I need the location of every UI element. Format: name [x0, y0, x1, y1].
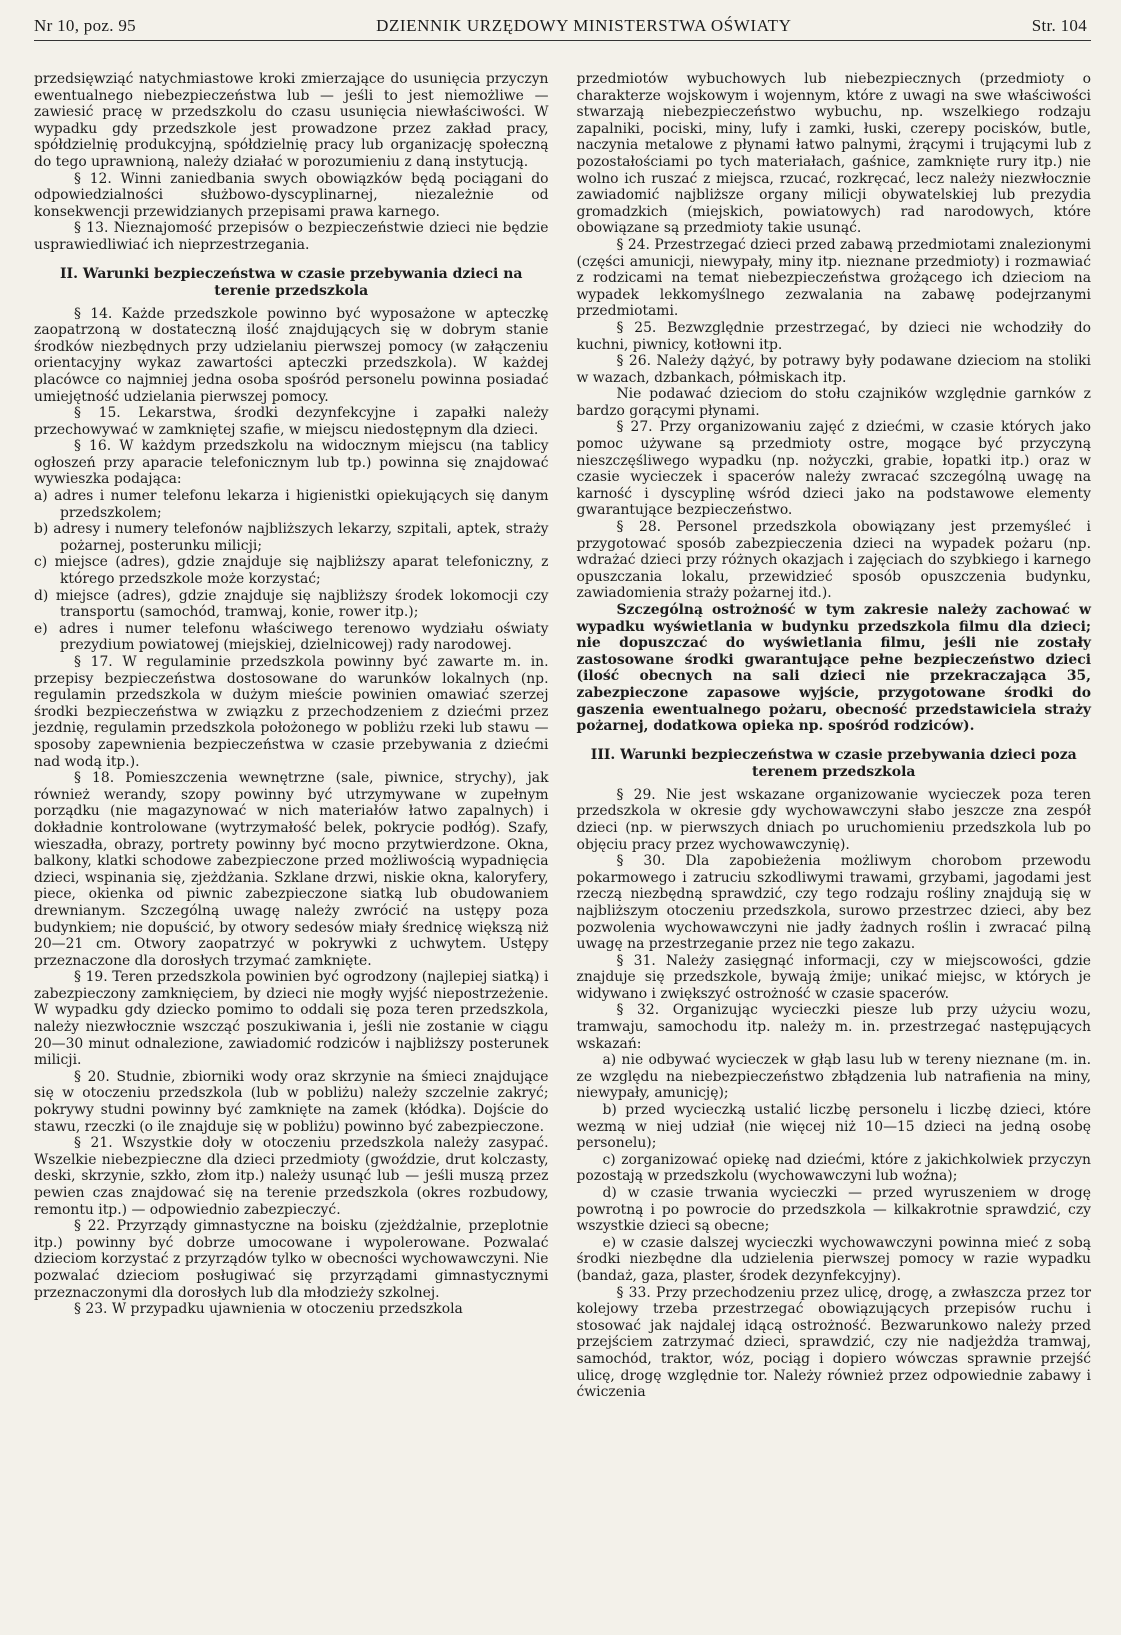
paragraph: § 20. Studnie, zbiorniki wody oraz skrzynie na śmieci znajdujące się w otoczeniu przedszkola (lub w pobliżu) należy szczelnie zakryć; pokrywy studni powinny być zamknięte na zamek (kłódka). Dojście do stawu, rzeczki (o ile znajduje się w pobliżu) powinno być zabezpieczone. — [34, 1068, 549, 1135]
list-item: c) zorganizować opiekę nad dziećmi, które z jakichkolwiek przyczyn pozostają w przedszkolu (wychowawczyni lub woźna); — [576, 1151, 1091, 1185]
paragraph: § 27. Przy organizowaniu zajęć z dziećmi, w czasie których jako pomoc używane są przedmioty ostre, mogące być przyczyną nieszczęśliwego wypadku (np. nożyczki, grabie, łopatki itp.) oraz w czasie wycieczek i spacerów należy zwracać szczególną uwagę na karność i dyscyplinę wśród dzieci jako na podstawowe elementy gwarantujące bezpieczeństwo. — [576, 419, 1091, 519]
list-item: c) miejsce (adres), gdzie znajduje się najbliższy aparat telefoniczny, z którego przedszkole może korzystać; — [34, 554, 549, 588]
paragraph: Nie podawać dzieciom do stołu czajników względnie garnków z bardzo gorącymi płynami. — [576, 386, 1091, 419]
list-item: b) przed wycieczką ustalić liczbę personelu i liczbę dzieci, które wezmą w niej udział (nie więcej niż 10—15 dzieci na jedną osobę personelu); — [576, 1102, 1091, 1152]
list-item: a) nie odbywać wycieczek w głąb lasu lub w tereny nieznane (m. in. ze względu na niebezpieczeństwo zbłądzenia lub natrafienia na miny, niewypały, amunicję); — [576, 1052, 1091, 1102]
paragraph: § 15. Lekarstwa, środki dezynfekcyjne i zapałki należy przechowywać w zamkniętej szafie, w miejscu niedostępnym dla dzieci. — [34, 405, 549, 438]
page-number: Str. 104 — [1031, 16, 1087, 35]
paragraph: § 28. Personel przedszkola obowiązany jest przemyśleć i przygotować sposób zabezpieczenia dzieci na wypadek pożaru (np. wdrażać dzieci przy różnych okazjach i zajęciach do szybkiego i karnego opuszczania lokalu, przewidzieć sposób opuszczenia budynku, zawiadomienia straży pożarnej itd.). — [576, 519, 1091, 602]
paragraph: § 19. Teren przedszkola powinien być ogrodzony (najlepiej siatką) i zabezpieczony zamknięciem, by dzieci nie mogły wyjść niepostrzeżenie. W wypadku gdy dziecko pomimo to oddali się poza teren przedszkola, należy niezwłocznie wszcząć poszukiwania i, jeśli nie zostanie w ciągu 20—30 minut odnalezione, zawiadomić rodziców i najbliższy posterunek milicji. — [34, 969, 549, 1069]
paragraph: § 14. Każde przedszkole powinno być wyposażone w apteczkę zaopatrzoną w dostateczną ilość znajdujących się w dobrym stanie środków niezbędnych przy udzielaniu pierwszej pomocy (w załączeniu orientacyjny wykaz zawartości apteczki przedszkola). W każdej placówce co najmniej jedna osoba spośród personelu powinna posiadać umiejętność udzielania pierwszej pomocy. — [34, 305, 549, 405]
list-item: d) miejsce (adres), gdzie znajduje się najbliższy środek lokomocji czy transportu (samochód, tramwaj, konie, rower itp.); — [34, 587, 549, 621]
list-item: d) w czasie trwania wycieczki — przed wyruszeniem w drogę powrotną i po powrocie do przedszkola — kilkakrotnie sprawdzić, czy wszystkie dzieci są obecne; — [576, 1185, 1091, 1235]
list-item: b) adresy i numery telefonów najbliższych lekarzy, szpitali, aptek, straży pożarnej, posterunku milicji; — [34, 521, 549, 554]
journal-title: DZIENNIK URZĘDOWY MINISTERSTWA OŚWIATY — [376, 16, 792, 35]
list-item: e) adres i numer telefonu właściwego terenowo wydziału oświaty prezydium powiatowej (miejskiej, dzielnicowej) rady narodowej. — [34, 620, 549, 654]
paragraph: § 24. Przestrzegać dzieci przed zabawą przedmiotami znalezionymi (części amunicji, niewypały, miny itp. nieznane przedmioty) i rozmawiać z rodzicami na temat niebezpieczeństwa grożącego ich dzieciom na wypadek lekkomyślnego zezwalania na zabawę podejrzanymi przedmiotami. — [576, 236, 1091, 320]
paragraph: § 33. Przy przechodzeniu przez ulicę, drogę, a zwłaszcza przez tor kolejowy trzeba przestrzegać obowiązujących przepisów ruchu i stosować jak najdalej idącą ostrożność. Bezwarunkowo należy przed przejściem zatrzymać dzieci, sprawdzić, czy nie nadjeżdża tramwaj, samochód, traktor, wóz, pociąg i dopiero wówczas sprawnie przejść ulicę, drogę względnie tor. Należy również przez odpowiednie zabawy i ćwiczenia — [576, 1284, 1091, 1401]
paragraph: § 31. Należy zasięgnąć informacji, czy w miejscowości, gdzie znajduje się przedszkole, bywają żmije; unikać miejsc, w których je widywano i zwiększyć ostrożność w czasie spacerów. — [576, 952, 1091, 1002]
paragraph: Szczególną ostrożność w tym zakresie należy zachować w wypadku wyświetlania w budynku przedszkola filmu dla dzieci; nie dopuszczać do wyświetlania filmu, jeśli nie zostały zastosowane środki gwarantujące pełne bezpieczeństwo dzieci (ilość obecnych na sali dzieci nie przekraczająca 35, zabezpieczone zapasowe wyjście, przygotowane środki do gaszenia ewentualnego pożaru, obecność przedstawiciela straży pożarnej, dodatkowa opieka np. spośród rodziców). — [576, 602, 1091, 735]
paragraph: § 30. Dla zapobieżenia możliwym chorobom przewodu pokarmowego i zatruciu szkodliwymi trawami, grzybami, jagodami jest rzeczą niezbędną sprawdzić, czy tego rodzaju rośliny znajdują się w najbliższym otoczeniu przedszkola, surowo przestrzec dzieci, aby bez pozwolenia wychowawczyni nie jadły żadnych roślin i zwracać pilną uwagę na przestrzeganie przez nie tego zakazu. — [576, 853, 1091, 953]
paragraph: § 13. Nieznajomość przepisów o bezpieczeństwie dzieci nie będzie usprawiedliwiać ich nieprzestrzegania. — [34, 220, 549, 253]
paragraph: § 16. W każdym przedszkolu na widocznym miejscu (na tablicy ogłoszeń przy aparacie telefonicznym lub tp.) powinna się znajdować wywieszka podająca: — [34, 438, 549, 488]
paragraph: § 23. W przypadku ujawnienia w otoczeniu przedszkola — [74, 1301, 463, 1318]
page-header — [34, 6, 1091, 41]
paragraph: przedmiotów wybuchowych lub niebezpiecznych (przedmioty o charakterze wojskowym i wojennym, które z uwagi na swe właściwości stwarzają niebezpieczeństwo wybuchu, np. wszelkiego rodzaju zapalniki, pociski, miny, lufy i zamki, łuski, czerepy pocisków, butle, naczynia metalowe z płynami łatwo palnymi, żrącymi i trującymi lub z pozostałościami po tych materiałach, gaśnice, zamknięte rury itp.) nie wolno ich ruszać z miejsca, rzucać, rozkręcać, lecz należy niezwłocznie zawiadomić najbliższe organy milicji obywatelskiej lub prezydia gromadzkich (miejskich, powiatowych) rad narodowych, które obowiązane są przedmioty takie usunąć. — [576, 71, 1091, 237]
paragraph: § 26. Należy dążyć, by potrawy były podawane dzieciom na stoliki w wazach, dzbankach, półmiskach itp. — [576, 353, 1091, 386]
section-heading: II. Warunki bezpieczeństwa w czasie przebywania dzieci na terenie przedszkola — [59, 265, 523, 299]
paragraph: § 25. Bezwzględnie przestrzegać, by dzieci nie wchodziły do kuchni, piwnicy, kotłowni itp. — [576, 319, 1091, 353]
paragraph: przedsięwziąć natychmiastowe kroki zmierzające do usunięcia przyczyn ewentualnego niebezpieczeństwa lub — jeśli to jest niemożliwe — zawiesić pracę w przedszkolu do czasu usunięcia niewłaściwości. W wypadku gdy przedszkole jest prowadzone przez zakład pracy, spółdzielnię produkcyjną, spółdzielnię pracy lub organizację społeczną do tego uprawnioną, należy działać w porozumieniu z daną instytucją. — [34, 71, 549, 170]
paragraph: § 22. Przyrządy gimnastyczne na boisku (zjeżdżalnie, przeplotnie itp.) powinny być dobrze umocowane i wypolerowane. Pozwalać dzieciom korzystać z przyrządów tylko w obecności wychowawczyni. Nie pozwalać dzieciom posługiwać się przyrządami gimnastycznymi przeznaczonymi dla dorosłych lub dla młodzieży szkolnej. — [34, 1218, 549, 1301]
paragraph: § 21. Wszystkie doły w otoczeniu przedszkola należy zasypać. Wszelkie niebezpieczne dla dzieci przedmioty (gwoździe, drut kolczasty, deski, skrzynie, szkło, złom itp.) należy usunąć lub — jeśli muszą przez pewien czas znajdować się na terenie przedszkola (okres rozbudowy, remontu itp.) — odpowiednio zabezpieczyć. — [34, 1135, 549, 1218]
text-columns — [34, 71, 1091, 1401]
paragraph: § 17. W regulaminie przedszkola powinny być zawarte m. in. przepisy bezpieczeństwa dostosowane do warunków lokalnych (np. regulamin przedszkola w dużym mieście powinien omawiać szerzej środki bezpieczeństwa w związku z przechodzeniem z dziećmi przez jezdnię, regulamin przedszkola położonego w pobliżu rzeki lub stawu — sposoby zapewnienia bezpieczeństwa w czasie przebywania z dziećmi nad wodą itp.). — [34, 654, 549, 770]
list-item: a) adres i numer telefonu lekarza i higienistki opiekujących się danym przedszkolem; — [34, 488, 549, 521]
paragraph: § 32. Organizując wycieczki piesze lub przy użyciu wozu, tramwaju, samochodu itp. należy m. in. przestrzegać następujących wskazań: — [576, 1002, 1091, 1052]
paragraph: § 12. Winni zaniedbania swych obowiązków będą pociągani do odpowiedzialności służbowo-dyscyplinarnej, niezależnie od konsekwencji przewidzianych przepisami prawa karnego. — [34, 170, 549, 220]
paragraph: § 18. Pomieszczenia wewnętrzne (sale, piwnice, strychy), jak również werandy, szopy powinny być utrzymywane w zupełnym porządku (nie magazynować w nich materiałów łatwo zapalnych) i dokładnie kontrolowane (wytrzymałość belek, pokrycie podłóg). Szafy, wieszadła, obrazy, portrety powinny być mocno przytwierdzone. Okna, balkony, klatki schodowe zabezpieczone przed możliwością wypadnięcia dzieci, wspinania się, zjeżdżania. Szklane drzwi, niskie okna, kaloryfery, piece, okienka od piwnic zabezpieczone siatką lub obudowaniem drewnianym. Szczególną uwagę należy zwrócić na ustępy poza budynkiem; nie dopuścić, by otwory sedesów miały średnicę większą niż 20—21 cm. Otwory zaopatrzyć w pokrywki z uchwytem. Ustępy przeznaczone dla dorosłych trzymać zamknięte. — [34, 770, 549, 969]
right-column — [577, 71, 1092, 1401]
issue-number: Nr 10, poz. 95 — [34, 16, 136, 35]
section-heading: III. Warunki bezpieczeństwa w czasie przebywania dzieci poza terenem przedszkola — [590, 746, 1077, 780]
paragraph: § 29. Nie jest wskazane organizowanie wycieczek poza teren przedszkola w okresie gdy wychowawczyni słabo jeszcze zna zespół dzieci (np. w pierwszych dniach po uruchomieniu przedszkola lub po objęciu pracy przez wychowawczynię). — [576, 786, 1091, 853]
list-item: e) w czasie dalszej wycieczki wychowawczyni powinna mieć z sobą środki niezbędne dla udzielenia pierwszej pomocy w razie wypadku (bandaż, gaza, plaster, środek dezynfekcyjny). — [576, 1234, 1091, 1284]
left-column — [34, 71, 549, 1401]
